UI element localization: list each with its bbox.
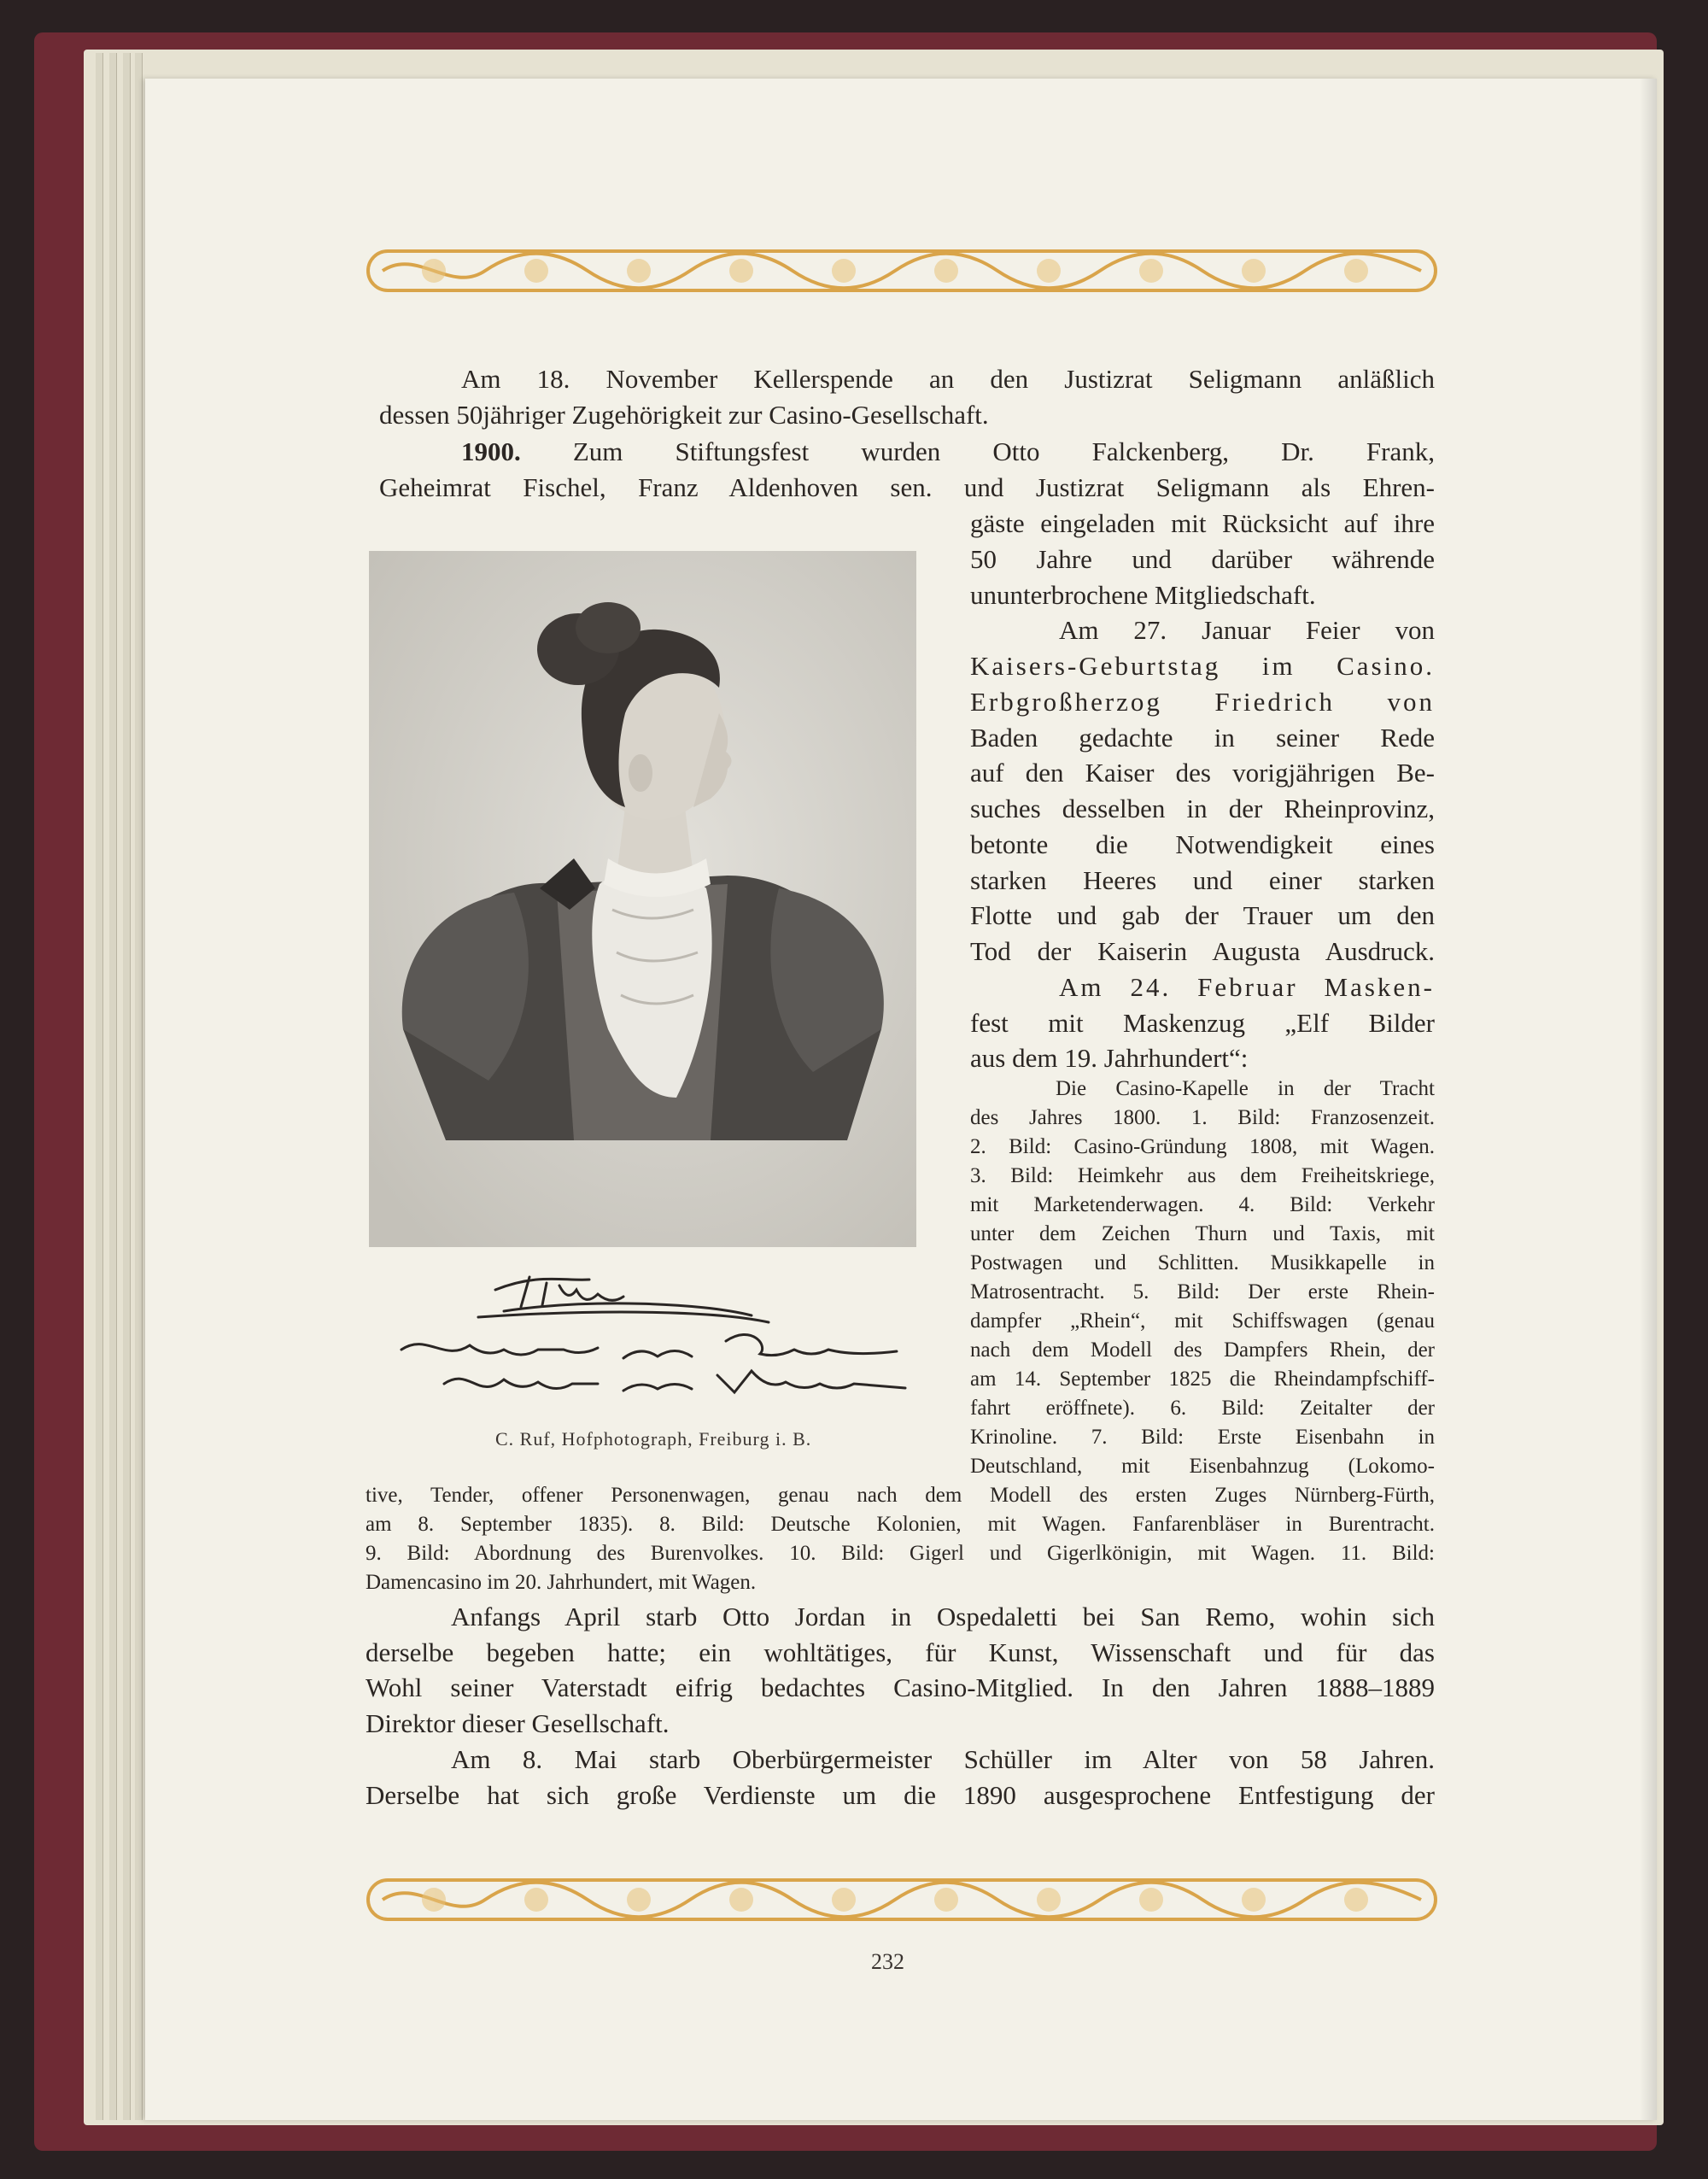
text-line: Direktor dieser Gesellschaft. (366, 1708, 670, 1738)
text-line: Erbgroßherzog Friedrich von (970, 687, 1435, 717)
text-line: Am 8. Mai starb Oberbürgermeister Schüller im Alter von 58 Jahren. (451, 1744, 1435, 1774)
text-line: Baden gedachte in seiner Rede (970, 723, 1435, 753)
leaf-edge (123, 53, 131, 2120)
text-line: am 14. September 1825 die Rheindampfschiff- (970, 1368, 1435, 1391)
text-line: suches desselben in der Rheinprovinz, (970, 794, 1435, 823)
text-line: des Jahres 1800. 1. Bild: Franzosenzeit. (970, 1106, 1435, 1129)
text-line: Wohl seiner Vaterstadt eifrig bedachtes Casino-Mitglied. In den Jahren 1888–1889 (366, 1672, 1435, 1702)
text-line: derselbe begeben hatte; ein wohltätiges, für Kunst, Wissenschaft und für das (366, 1637, 1435, 1667)
leaf-edge (135, 53, 143, 2120)
text-line: Tod der Kaiserin Augusta Ausdruck. (970, 936, 1435, 966)
page-number: 232 (871, 1949, 904, 1974)
text-line (461, 434, 1435, 470)
leaf-edge (96, 53, 103, 2120)
photo-caption: C. Ruf, Hofphotograph, Freiburg i. B. (495, 1428, 812, 1450)
leaf-edge (109, 53, 117, 2120)
text-line: starken Heeres und einer starken (970, 865, 1435, 895)
year-heading: 1900. (461, 436, 521, 466)
text-line: Damencasino im 20. Jahrhundert, mit Wagen. (366, 1571, 757, 1594)
text-line: fahrt eröffnete). 6. Bild: Zeitalter der (970, 1397, 1435, 1420)
top-ornament-border (366, 246, 1438, 296)
text-line: mit Marketenderwagen. 4. Bild: Verkehr (970, 1193, 1435, 1216)
text-line: 50 Jahre und darüber währende (970, 544, 1435, 574)
text-line: dampfer „Rhein“, mit Schiffswagen (genau (970, 1309, 1435, 1333)
portrait-photograph (369, 551, 916, 1247)
text-line: 2. Bild: Casino-Gründung 1808, mit Wagen. (970, 1135, 1435, 1158)
text-line: betonte die Notwendigkeit eines (970, 829, 1435, 859)
text-line: Flotte und gab der Trauer um den (970, 900, 1435, 930)
text-line: Kaisers-Geburtstag im Casino. (970, 651, 1435, 681)
text-line: am 8. September 1835). 8. Bild: Deutsche Kolonien, mit Wagen. Fanfarenbläser in Burentracht. (366, 1513, 1435, 1536)
text-line: aus dem 19. Jahrhundert“: (970, 1043, 1249, 1073)
handwritten-signature (393, 1264, 922, 1418)
text-line: Die Casino-Kapelle in der Tracht (1056, 1077, 1435, 1100)
text-line: unter dem Zeichen Thurn und Taxis, mit (970, 1222, 1435, 1245)
text-line: Postwagen und Schlitten. Musikkapelle in (970, 1251, 1435, 1274)
text-line: tive, Tender, offener Personenwagen, genau nach dem Modell des ersten Zuges Nürnberg-Fürth, (366, 1484, 1435, 1507)
gutter-shadow (1640, 79, 1657, 2120)
text-line: Deutschland, mit Eisenbahnzug (Lokomo- (970, 1455, 1435, 1478)
text-span: Zum Stiftungsfest wurden Otto Falckenberg, Dr. Frank, (572, 436, 1435, 466)
text-line: Anfangs April starb Otto Jordan in Ospedaletti bei San Remo, wohin sich (451, 1602, 1435, 1631)
text-line: nach dem Modell des Dampfers Rhein, der (970, 1338, 1435, 1362)
bottom-ornament-border (366, 1875, 1438, 1924)
text-line: ununterbrochene Mitgliedschaft. (970, 580, 1316, 610)
text-line: Am 24. Februar Masken- (1059, 972, 1435, 1002)
text-line: gäste eingeladen mit Rücksicht auf ihre (970, 508, 1435, 538)
text-line: Am 27. Januar Feier von (1059, 615, 1435, 645)
text-line: Am 18. November Kellerspende an den Justizrat Seligmann anläßlich (461, 364, 1435, 394)
text-line: Matrosentracht. 5. Bild: Der erste Rhein- (970, 1280, 1435, 1303)
text-line: 3. Bild: Heimkehr aus dem Freiheitskriege, (970, 1164, 1435, 1187)
text-line: Krinoline. 7. Bild: Erste Eisenbahn in (970, 1426, 1435, 1449)
text-line: dessen 50jähriger Zugehörigkeit zur Casino-Gesellschaft. (379, 400, 989, 430)
text-line: auf den Kaiser des vorigjährigen Be- (970, 758, 1435, 788)
text-line: Derselbe hat sich große Verdienste um die 1890 ausgesprochene Entfestigung der (366, 1780, 1435, 1810)
text-line: Geheimrat Fischel, Franz Aldenhoven sen. und Justizrat Seligmann als Ehren- (379, 472, 1435, 502)
portrait-illustration (369, 551, 916, 1247)
text-line: 9. Bild: Abordnung des Burenvolkes. 10. Bild: Gigerl und Gigerlkönigin, mit Wagen. 11. Bild: (366, 1542, 1435, 1565)
text-line: fest mit Maskenzug „Elf Bilder (970, 1008, 1435, 1038)
